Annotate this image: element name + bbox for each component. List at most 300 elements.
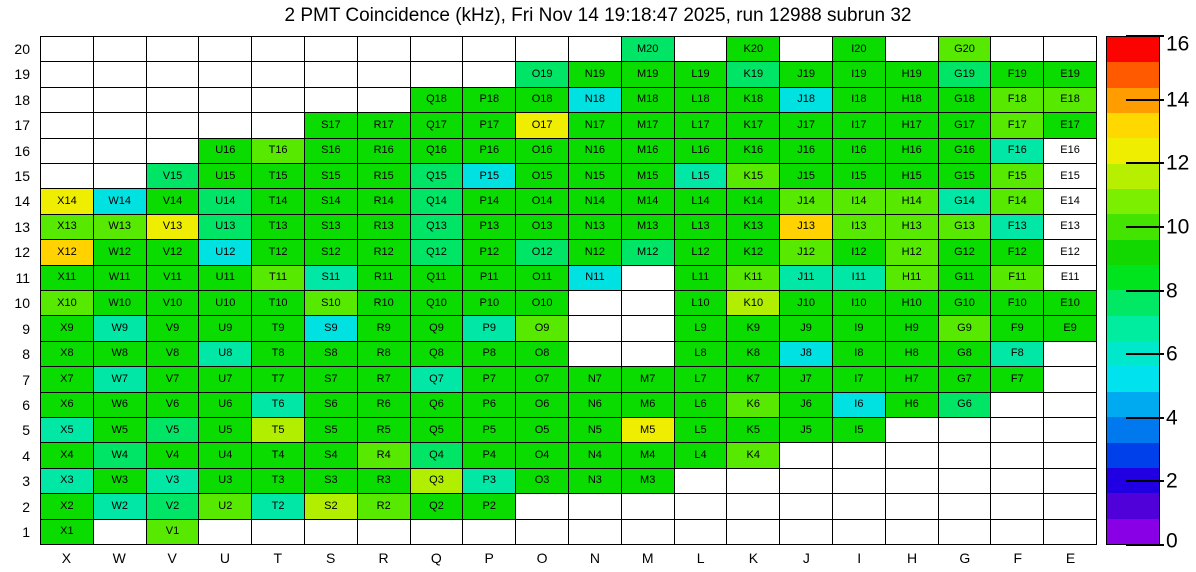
heatmap-cell [833,139,886,164]
heatmap-cell [94,240,147,265]
heatmap-cell [147,316,200,341]
cell-label: V1 [165,525,180,538]
heatmap-cell [94,189,147,214]
cell-label: M4 [640,449,656,462]
cell-label: R9 [376,322,391,335]
heatmap-cell [358,418,411,443]
heatmap-cell [463,469,516,494]
heatmap-cell [939,215,992,240]
cell-label: M17 [636,118,659,131]
heatmap-cell [991,443,1044,468]
heatmap-cell [675,342,728,367]
x-axis-tick-label: R [378,550,389,566]
heatmap-cell [358,88,411,113]
heatmap-cell [358,367,411,392]
heatmap-cell [305,240,358,265]
x-axis-tick-label: X [61,550,72,566]
heatmap-cell [199,164,252,189]
heatmap-cell [147,37,200,62]
heatmap-cell [622,418,675,443]
cell-label: G17 [954,118,975,131]
cell-label: M19 [636,68,659,81]
heatmap-cell [622,240,675,265]
colorbar-segment [1107,417,1159,442]
heatmap-cell [411,443,464,468]
heatmap-cell [252,88,305,113]
heatmap-cell [463,367,516,392]
heatmap-cell [358,240,411,265]
cell-label: J17 [797,118,815,131]
heatmap-cell [780,443,833,468]
cell-label: J12 [797,245,815,258]
heatmap-cell [358,189,411,214]
y-axis-tick-label: 1 [22,524,30,541]
heatmap-cell [199,418,252,443]
heatmap-cell [199,88,252,113]
cell-label: W8 [111,347,128,360]
heatmap-cell [780,520,833,545]
cell-label: K9 [746,322,761,335]
heatmap-cell [569,62,622,87]
x-axis-tick-label: J [802,550,810,566]
heatmap-cell [569,494,622,519]
cell-label: S14 [321,195,341,208]
heatmap-cell [569,139,622,164]
cell-label: P5 [482,423,497,436]
heatmap-cell [991,342,1044,367]
cell-label: O16 [531,144,553,157]
heatmap-cell [886,316,939,341]
cell-label: U9 [218,322,233,335]
cell-label: F19 [1007,68,1027,81]
cell-label: G18 [954,93,975,106]
heatmap-cell [886,88,939,113]
heatmap-cell [622,316,675,341]
y-axis-tick-label: 8 [22,346,30,363]
heatmap-cell [94,139,147,164]
cell-label: T7 [271,372,285,385]
heatmap-cell [886,240,939,265]
heatmap-cell [1044,316,1097,341]
x-axis-tick-label: O [536,550,548,566]
heatmap-cell [94,367,147,392]
heatmap-cell [252,37,305,62]
cell-label: H19 [901,68,922,81]
cell-label: F14 [1007,195,1027,208]
cell-label: T13 [268,220,288,233]
cell-label: Q3 [429,474,444,487]
heatmap-cell [411,189,464,214]
heatmap-cell [411,494,464,519]
heatmap-cell [569,291,622,316]
y-axis-tick-label: 2 [22,498,30,515]
cell-label: P2 [482,499,497,512]
heatmap-cell [569,520,622,545]
y-axis-tick-label: 12 [14,244,30,261]
heatmap-cell [727,418,780,443]
heatmap-cell [886,469,939,494]
cell-label: Q11 [426,271,447,284]
heatmap-cell [516,215,569,240]
x-axis-tick-label: G [959,550,971,566]
colorbar-tick [1126,480,1164,482]
cell-label: W10 [108,296,131,309]
heatmap-cell [147,88,200,113]
heatmap-cell [675,418,728,443]
x-axis-tick-label: S [326,550,336,566]
heatmap-cell [516,418,569,443]
heatmap-cell [305,443,358,468]
heatmap-cell [41,139,94,164]
heatmap-cell [780,393,833,418]
heatmap-cell [727,240,780,265]
heatmap-cell [358,215,411,240]
x-axis-tick-label: P [484,550,494,566]
cell-label: J7 [800,372,812,385]
heatmap-cell [622,113,675,138]
heatmap-cell [516,443,569,468]
heatmap-cell [727,443,780,468]
cell-label: J16 [797,144,815,157]
heatmap-cell [147,113,200,138]
heatmap-cell [939,62,992,87]
heatmap-cell [516,266,569,291]
heatmap-cell [780,494,833,519]
cell-label: K8 [746,347,761,360]
cell-label: G11 [954,271,975,284]
heatmap-cell [252,139,305,164]
heatmap-cell [41,189,94,214]
heatmap-cell [94,88,147,113]
heatmap-cell [833,266,886,291]
heatmap-cell [675,139,728,164]
heatmap-cell [622,189,675,214]
colorbar-tick-label: 16 [1166,32,1190,56]
heatmap-cell [411,393,464,418]
colorbar-tick [1126,290,1164,292]
heatmap-cell [1044,520,1097,545]
heatmap-cell [463,240,516,265]
cell-label: K18 [743,93,764,106]
cell-label: K15 [743,169,764,182]
cell-label: K14 [743,195,764,208]
cell-label: V11 [163,271,182,284]
heatmap-cell [252,393,305,418]
cell-label: R10 [373,296,394,309]
heatmap-cell [886,62,939,87]
cell-label: K13 [743,220,764,233]
heatmap-cell [727,139,780,164]
cell-label: P16 [479,144,500,157]
heatmap-cell [675,469,728,494]
heatmap-cell [675,37,728,62]
heatmap-cell [463,189,516,214]
heatmap-cell [939,139,992,164]
y-axis-tick-label: 19 [14,66,30,83]
heatmap-cell [569,113,622,138]
heatmap-cell [305,215,358,240]
heatmap-cell [1044,215,1097,240]
heatmap-cell [939,393,992,418]
cell-label: X9 [60,322,74,335]
heatmap-cell [622,215,675,240]
heatmap-cell [516,240,569,265]
y-axis-tick-label: 11 [15,269,30,286]
heatmap-cell [991,189,1044,214]
heatmap-cell [780,291,833,316]
heatmap-cell [939,443,992,468]
heatmap-cell [727,316,780,341]
cell-label: K10 [743,296,764,309]
cell-label: E13 [1060,220,1080,233]
y-axis-tick-label: 6 [22,397,30,414]
cell-label: W11 [108,271,131,284]
colorbar-segment [1107,113,1159,138]
heatmap-cell [463,266,516,291]
cell-label: L17 [691,118,710,131]
cell-label: P6 [482,398,497,411]
cell-label: W2 [111,499,128,512]
cell-label: R13 [373,220,394,233]
heatmap-cell [833,443,886,468]
heatmap-cell [833,240,886,265]
heatmap-cell [147,520,200,545]
heatmap-cell [516,342,569,367]
cell-label: W5 [111,423,128,436]
heatmap-cell [252,342,305,367]
heatmap-cell [886,215,939,240]
colorbar-tick [1126,35,1164,37]
cell-label: R14 [373,195,394,208]
heatmap-cell [1044,342,1097,367]
heatmap-cell [463,88,516,113]
cell-label: S8 [324,347,338,360]
cell-label: T14 [268,195,288,208]
cell-label: N16 [584,144,605,157]
heatmap-cell [94,215,147,240]
heatmap-cell [305,342,358,367]
heatmap-cell [516,367,569,392]
cell-label: E11 [1060,271,1080,284]
heatmap-cell [833,215,886,240]
cell-label: R8 [376,347,391,360]
heatmap-cell [41,215,94,240]
heatmap-cell [94,520,147,545]
heatmap-cell [622,266,675,291]
cell-label: K12 [743,245,764,258]
cell-label: P11 [479,271,499,284]
cell-label: L9 [694,322,707,335]
cell-label: O6 [534,398,550,411]
cell-label: T8 [271,347,285,360]
cell-label: X11 [57,271,77,284]
colorbar-tick-label: 14 [1166,88,1190,112]
cell-label: Q6 [429,398,444,411]
heatmap-cell [94,393,147,418]
cell-label: Q8 [429,347,444,360]
cell-label: T2 [271,499,285,512]
cell-label: S10 [321,296,341,309]
cell-label: U2 [218,499,233,512]
cell-label: S5 [324,423,338,436]
heatmap-cell [516,393,569,418]
heatmap-cell [991,494,1044,519]
heatmap-cell [252,164,305,189]
cell-label: I9 [854,322,864,335]
heatmap-cell [463,164,516,189]
heatmap-cell [358,164,411,189]
heatmap-cell [516,88,569,113]
cell-label: V10 [162,296,183,309]
cell-label: O17 [531,118,553,131]
cell-label: F8 [1010,347,1024,360]
cell-label: G15 [954,169,975,182]
heatmap-cell [622,443,675,468]
heatmap-cell [41,443,94,468]
heatmap-cell [675,291,728,316]
cell-label: O11 [532,271,553,284]
x-axis-tick-label: M [641,550,654,566]
heatmap-cell [463,342,516,367]
heatmap-cell [1044,240,1097,265]
cell-label: U10 [215,296,236,309]
cell-label: T16 [268,144,288,157]
cell-label: O10 [531,296,553,309]
cell-label: Q13 [426,220,447,233]
cell-label: S16 [321,144,341,157]
heatmap-cell [41,240,94,265]
heatmap-cell [41,520,94,545]
heatmap-cell [305,291,358,316]
heatmap-cell [147,291,200,316]
cell-label: T11 [269,271,288,284]
heatmap-cell [780,139,833,164]
cell-label: N14 [584,195,605,208]
heatmap-cell [833,393,886,418]
cell-label: M18 [636,93,659,106]
cell-label: S9 [324,322,338,335]
heatmap-cell [94,443,147,468]
cell-label: L15 [691,169,710,182]
cell-label: Q18 [426,93,447,106]
cell-label: X6 [60,398,74,411]
heatmap-cell [991,240,1044,265]
cell-label: M5 [640,423,656,436]
cell-label: U14 [215,195,236,208]
cell-label: N7 [587,372,602,385]
cell-label: L8 [694,347,707,360]
heatmap-cell [463,494,516,519]
heatmap-cell [411,215,464,240]
colorbar-tick-label: 2 [1166,469,1178,493]
heatmap-cell [886,443,939,468]
cell-label: G14 [954,195,975,208]
cell-label: E19 [1060,68,1080,81]
cell-label: E15 [1060,169,1080,182]
cell-label: O8 [534,347,550,360]
heatmap-cell [780,316,833,341]
colorbar-tick-label: 6 [1166,342,1178,366]
heatmap-cell [199,393,252,418]
cell-label: L10 [691,296,710,309]
heatmap-cell [199,316,252,341]
heatmap-cell [675,215,728,240]
colorbar-segment [1107,316,1159,341]
heatmap-cell [411,418,464,443]
heatmap-cell [833,189,886,214]
heatmap-cell [569,164,622,189]
heatmap-cell [199,37,252,62]
heatmap-cell [833,316,886,341]
cell-label: I6 [854,398,864,411]
heatmap-cell [569,418,622,443]
heatmap-cell [147,494,200,519]
heatmap-cell [411,139,464,164]
cell-label: W6 [111,398,128,411]
heatmap-cell [94,37,147,62]
cell-label: I7 [854,372,864,385]
cell-label: U16 [215,144,236,157]
cell-label: T3 [271,474,285,487]
cell-label: E9 [1063,322,1077,335]
heatmap-cell [411,520,464,545]
heatmap-cell [886,393,939,418]
heatmap-cell [939,316,992,341]
heatmap-cell [41,164,94,189]
x-axis-tick-label: V [167,550,177,566]
heatmap-cell [675,189,728,214]
heatmap-cell [94,469,147,494]
heatmap-cell [305,139,358,164]
cell-label: W9 [111,322,128,335]
cell-label: J11 [797,271,815,284]
heatmap-cell [358,139,411,164]
heatmap-cell [94,494,147,519]
cell-label: Q17 [426,118,447,131]
cell-label: J8 [800,347,812,360]
cell-label: T12 [268,245,288,258]
heatmap-cell [727,291,780,316]
heatmap-cell [622,164,675,189]
cell-label: J6 [800,398,812,411]
cell-label: E10 [1060,296,1080,309]
cell-label: W7 [111,372,128,385]
cell-label: X1 [60,525,74,538]
cell-label: J9 [800,322,812,335]
cell-label: V8 [165,347,180,360]
heatmap-cell [41,113,94,138]
heatmap-cell [41,393,94,418]
heatmap-cell [1044,37,1097,62]
heatmap-cell [939,113,992,138]
cell-label: I5 [854,423,864,436]
heatmap-cell [939,164,992,189]
heatmap-cell [305,393,358,418]
colorbar-segment [1107,164,1159,189]
x-axis-tick-label: F [1013,550,1022,566]
heatmap-cell [833,342,886,367]
cell-label: Q7 [429,372,444,385]
cell-label: O4 [534,449,550,462]
cell-label: S13 [321,220,341,233]
heatmap-cell [1044,469,1097,494]
colorbar-tick [1126,417,1164,419]
heatmap-cell [252,520,305,545]
heatmap-cell [411,316,464,341]
cell-label: I18 [851,93,867,106]
cell-label: Q5 [429,423,444,436]
heatmap-cell [991,393,1044,418]
